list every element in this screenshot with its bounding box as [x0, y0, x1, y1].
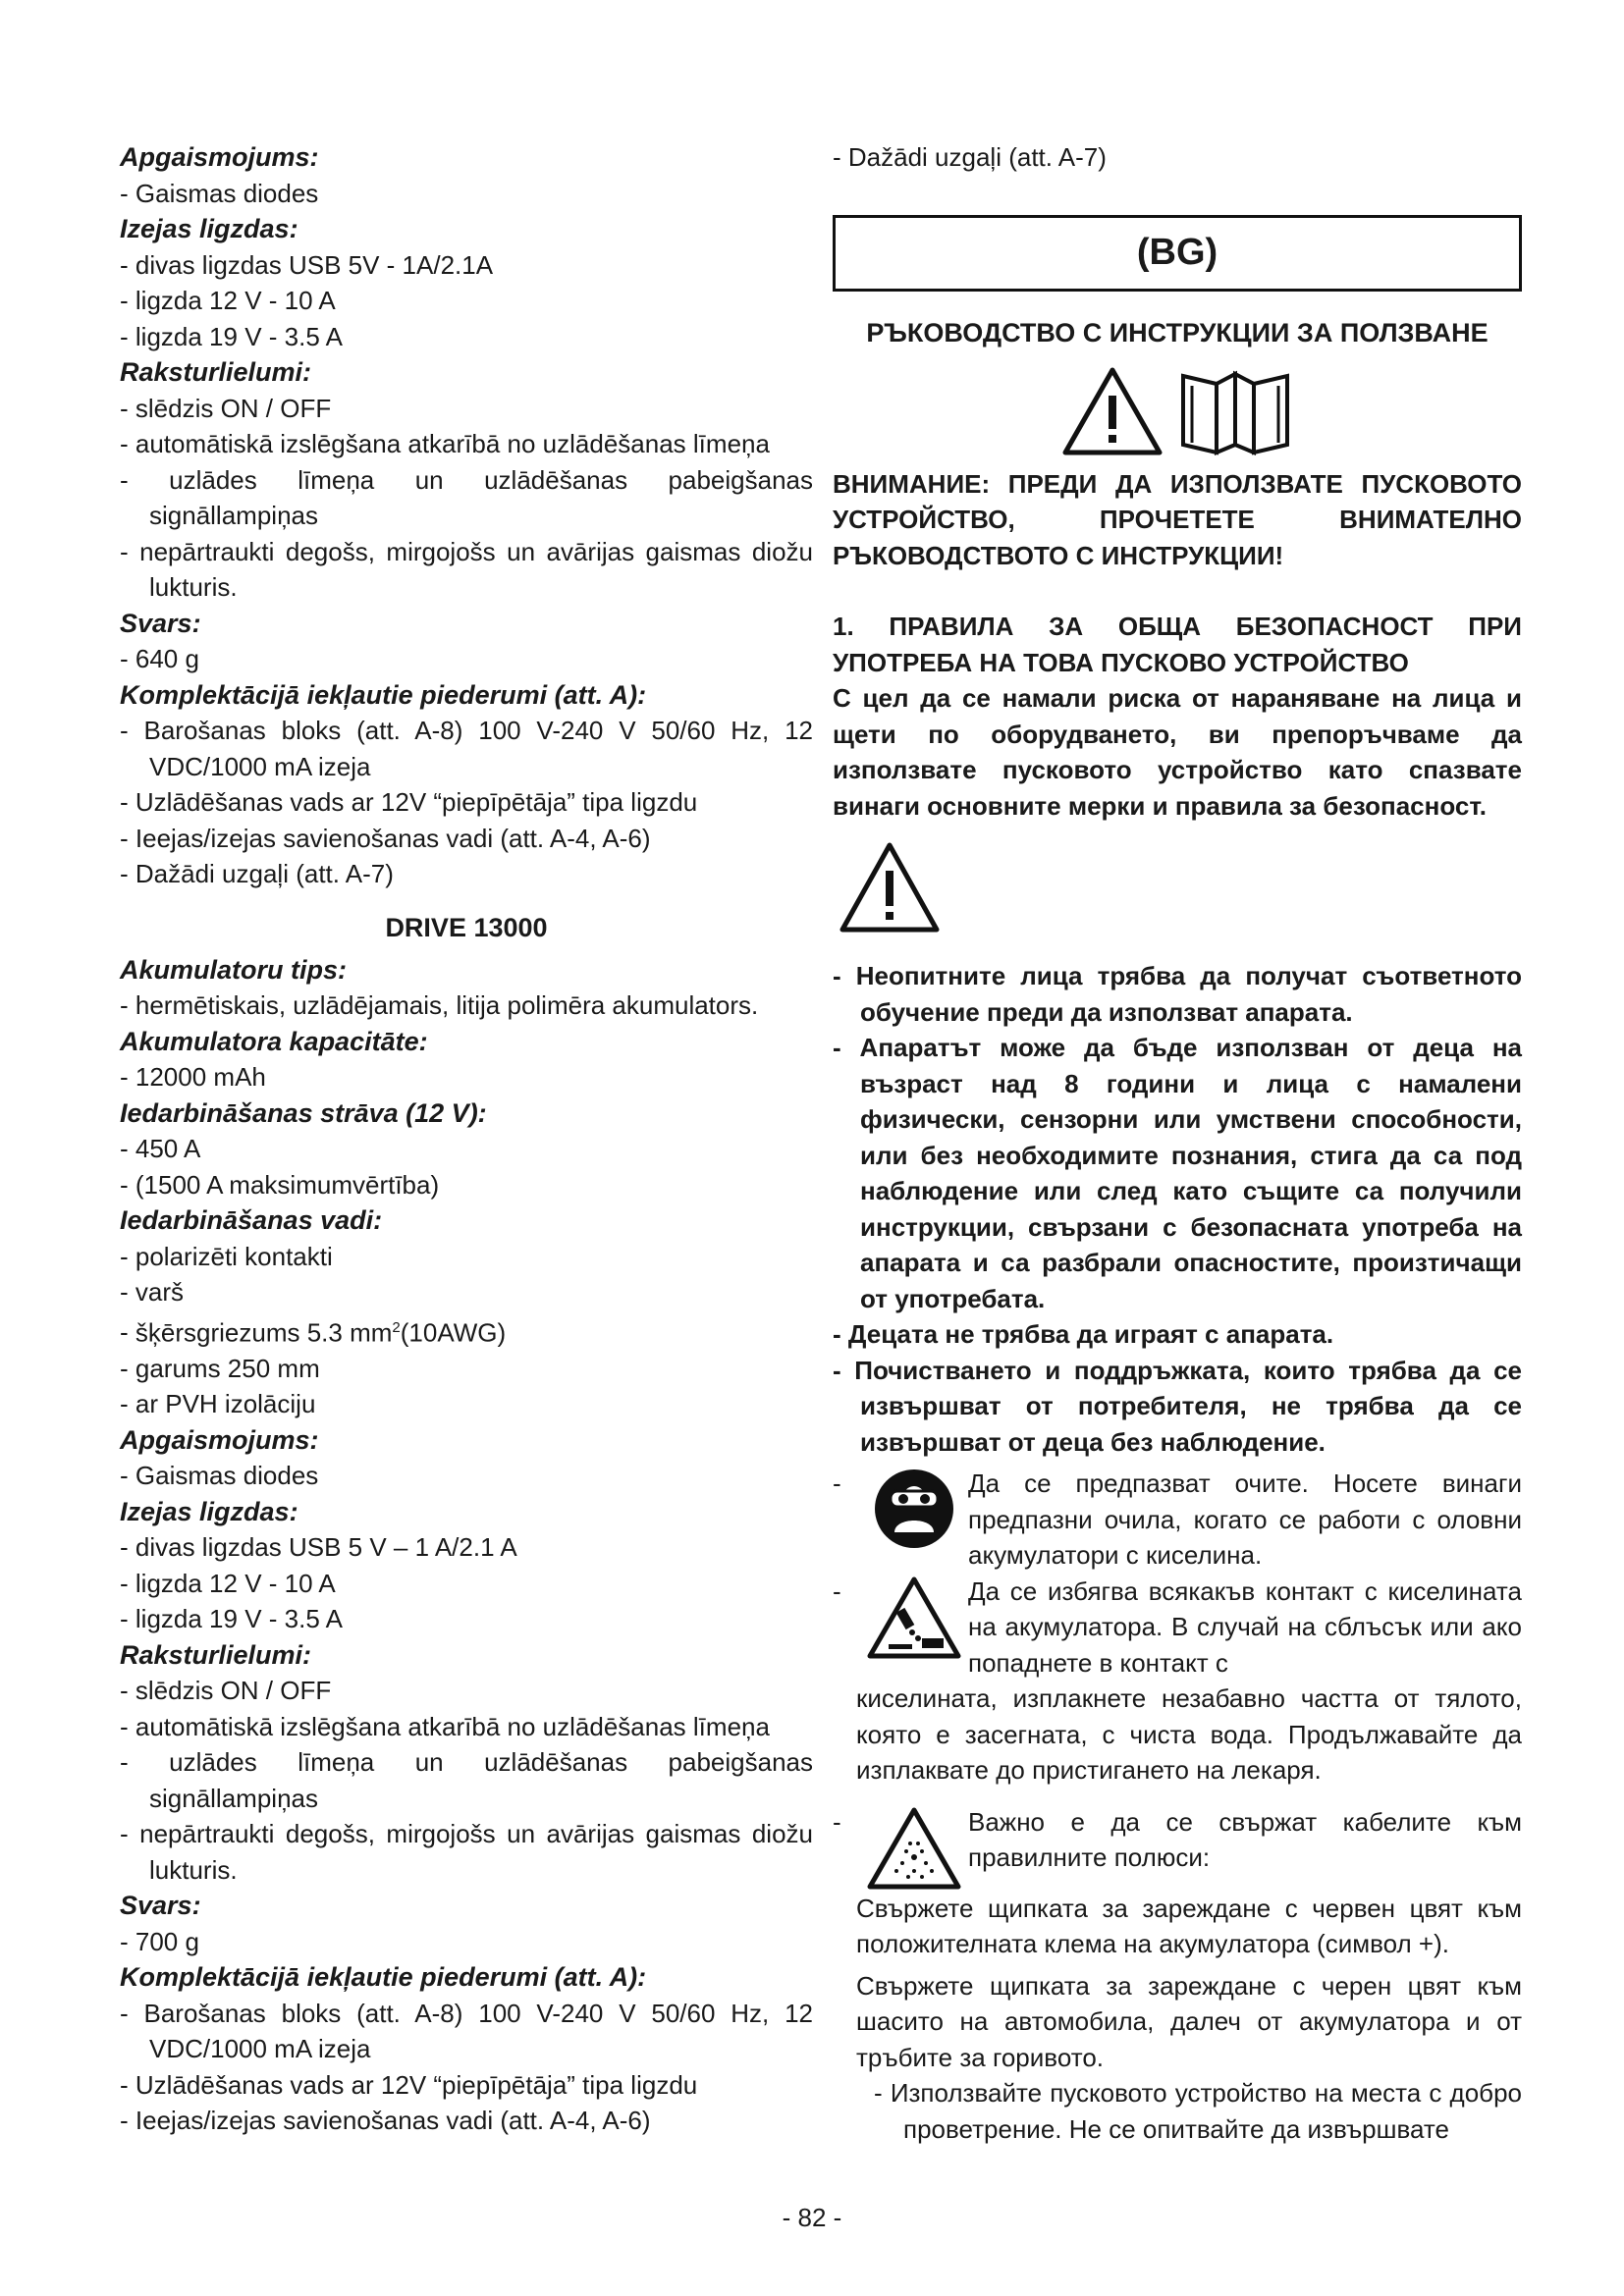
section-1-title: 1. ПРАВИЛА ЗА ОБЩА БЕЗОПАСНОСТ ПРИ УПОТРЕБА НА ТОВА ПУСКОВО УСТРОЙСТВО	[833, 612, 1522, 677]
list-item: - slēdzis ON / OFF	[120, 1673, 813, 1709]
list-item: - uzlādes līmeņa un uzlādēšanas pabeigšanas signāllampiņas	[120, 1744, 813, 1816]
corrosive-acid-icon	[867, 1575, 961, 1660]
safety-rule-item: - Неопитните лица трябва да получат съответното обучение преди да използват апарата.	[833, 958, 1522, 1030]
header-icons	[833, 366, 1522, 456]
explosion-spark-icon	[867, 1806, 961, 1891]
spec-heading: Apgaismojums:	[120, 1424, 319, 1455]
spec-heading: Komplektācijā iekļautie piederumi (att. A):	[120, 1962, 647, 1993]
list-item: - ligzda 12 V - 10 A	[120, 283, 813, 319]
list-item: - Ieejas/izejas savienošanas vadi (att. A-4, A-6)	[120, 2103, 813, 2139]
list-item: - Uzlādēšanas vads ar 12V “piepīpētāja” tipa ligzdu	[120, 784, 813, 821]
safety-rules-list	[833, 958, 1522, 1460]
wire-section-sup: 2	[392, 1318, 401, 1336]
black-clamp-text: Свържете щипката за зареждане с черен цвят към шасито на автомобила, далеч от акумулатора и от тръбите за горивото.	[856, 1970, 1522, 2072]
language-code: (BG)	[1136, 232, 1218, 273]
list-item: - ligzda 19 V - 3.5 A	[120, 1601, 813, 1637]
list-item: - uzlādes līmeņa un uzlādēšanas pabeigšanas signāllampiņas	[120, 462, 813, 534]
attention-notice: ВНИМАНИЕ: ПРЕДИ ДА ИЗПОЛЗВАТЕ ПУСКОВОТО УСТРОЙСТВО, ПРОЧЕТЕТЕ ВНИМАТЕЛНО РЪКОВОДСТВОТО С ИНСТРУКЦИИ!	[833, 468, 1522, 570]
spec-heading: Iedarbināšanas vadi:	[120, 1205, 383, 1235]
spec-heading: Akumulatora kapacitāte:	[120, 1026, 428, 1056]
manual-title: РЪКОВОДСТВО С ИНСТРУКЦИИ ЗА ПОЛЗВАНЕ	[866, 317, 1489, 347]
spec-heading: Apgaismojums:	[120, 142, 319, 172]
cable-text: Важно е да се свържат кабелите към правилните полюси:	[968, 1806, 1522, 1872]
spark-icon-wrap	[860, 1804, 968, 1891]
list-item: - 450 A	[120, 1131, 813, 1167]
ventilation-text: - Използвайте пусковото устройство на места с добро проветрение. Не се опитвайте да извършвате	[874, 2075, 1522, 2147]
spec-heading: Akumulatoru tips:	[120, 954, 348, 985]
list-item: - Uzlādēšanas vads ar 12V “piepīpētāja” tipa ligzdu	[120, 2067, 813, 2104]
left-column	[120, 139, 813, 2139]
safety-rule-item: - Апаратът може да бъде използван от деца на възраст над 8 години и лица с намалени физически, сензорни или умствени способности, или без необходимите познания, стига да са под наблюдение или след като същите са получили инструкции, свързани с безопасната употреба на апарата и са разбрали опасностите, произтичащи от употребата.	[833, 1030, 1522, 1316]
list-item: - 640 g	[120, 641, 813, 677]
language-box	[833, 215, 1522, 292]
red-clamp-text: Свържете щипката за зареждане с червен цвят към положителната клема на акумулатора (символ +).	[856, 1893, 1522, 1958]
list-item: - garums 250 mm	[120, 1351, 813, 1387]
wire-section-tail: (10AWG)	[400, 1317, 507, 1348]
acid-row	[833, 1574, 1522, 1682]
spec-heading: Svars:	[120, 608, 201, 638]
list-item: - Barošanas bloks (att. A-8) 100 V-240 V 50/60 Hz, 12 VDC/1000 mA izeja	[120, 713, 813, 784]
spec-heading: Iedarbināšanas strāva (12 V):	[120, 1097, 487, 1128]
safety-goggles-icon	[873, 1468, 955, 1550]
spec-heading: Izejas ligzdas:	[120, 214, 298, 243]
list-item: - divas ligzdas USB 5 V – 1 A/2.1 A	[120, 1529, 813, 1566]
list-item-wire-section	[120, 1310, 813, 1351]
wire-section-text: šķērsgriezums 5.3 mm	[135, 1317, 393, 1348]
list-item: - 700 g	[120, 1924, 813, 1960]
right-column	[833, 139, 1522, 2147]
list-item: - Ieejas/izejas savienošanas vadi (att. A-4, A-6)	[120, 821, 813, 857]
list-item: - Dažādi uzgaļi (att. A-7)	[120, 856, 813, 892]
list-item: - hermētiskais, uzlādējamais, litija polimēra akumulators.	[120, 988, 813, 1024]
section-title-drive-13000: DRIVE 13000	[385, 912, 548, 942]
cable-row	[833, 1804, 1522, 1891]
dash: -	[833, 1806, 841, 1837]
list-item: - ligzda 12 V - 10 A	[120, 1566, 813, 1602]
list-item: - ar PVH izolāciju	[120, 1386, 813, 1422]
specs-block-2a	[120, 952, 813, 1310]
goggles-row	[833, 1466, 1522, 1574]
warning-triangle-icon	[839, 841, 941, 934]
acid-text-continued: киселината, изплакнете незабавно частта от тялото, която е засегната, с чиста вода. Продължавайте да изплаквате до пристигането на лекаря.	[856, 1683, 1522, 1785]
dash: -	[833, 1575, 841, 1606]
safety-rule-item: - Почистването и поддръжката, които трябва да се извършват от потребителя, не трябва да се извършват от деца без наблюдение.	[833, 1353, 1522, 1461]
page-number: - 82 -	[782, 2203, 842, 2232]
dash: -	[833, 1468, 841, 1498]
spec-heading: Raksturlielumi:	[120, 1639, 312, 1670]
specs-block-1	[120, 139, 813, 892]
goggles-text: Да се предпазват очите. Носете винаги предпазни очила, когато се работи с оловни акумулатори с киселина.	[968, 1468, 1522, 1570]
safety-rule-item: - Децата не трябва да играят с апарата.	[833, 1316, 1522, 1353]
list-item: - automātiskā izslēgšana atkarībā no uzlādēšanas līmeņa	[120, 1709, 813, 1745]
warning-triangle-icon	[1061, 366, 1164, 456]
spec-heading: Izejas ligzdas:	[120, 1496, 298, 1526]
manual-book-icon	[1177, 366, 1293, 456]
spec-heading: Svars:	[120, 1891, 201, 1921]
list-item: - nepārtraukti degošs, mirgojošs un avārijas gaismas diožu lukturis.	[120, 534, 813, 606]
spec-heading: Komplektācijā iekļautie piederumi (att. A):	[120, 679, 647, 710]
list-item: - Gaismas diodes	[120, 176, 813, 212]
list-item: - varš	[120, 1274, 813, 1310]
list-item: - automātiskā izslēgšana atkarībā no uzlādēšanas līmeņa	[120, 426, 813, 462]
list-item: - Barošanas bloks (att. A-8) 100 V-240 V 50/60 Hz, 12 VDC/1000 mA izeja	[120, 1996, 813, 2067]
spec-heading: Raksturlielumi:	[120, 357, 312, 387]
safety-warning-icon-wrap	[839, 841, 1522, 938]
list-item: - ligzda 19 V - 3.5 A	[120, 319, 813, 355]
section-1-text: С цел да се намали риска от нараняване на лица и щети по оборудването, ви препоръчваме да използвате пусковото устройство като спазвате винаги основните мерки и правила за безопасност.	[833, 683, 1522, 821]
list-item: - Gaismas diodes	[120, 1458, 813, 1494]
list-item: - nepārtraukti degošs, mirgojošs un avārijas gaismas diožu lukturis.	[120, 1816, 813, 1888]
specs-block-2b	[120, 1351, 813, 2139]
list-item: - slēdzis ON / OFF	[120, 391, 813, 427]
list-item: - divas ligzdas USB 5V - 1A/2.1A	[120, 247, 813, 284]
list-item: - 12000 mAh	[120, 1059, 813, 1095]
goggles-icon-wrap	[860, 1466, 968, 1550]
list-item: - polarizēti kontakti	[120, 1239, 813, 1275]
acid-text: Да се избягва всякакъв контакт с киселината на акумулатора. В случай на сблъсък или ако попаднете в контакт с	[968, 1575, 1522, 1678]
acid-icon-wrap	[860, 1574, 968, 1660]
list-item: - (1500 A maksimumvērtība)	[120, 1167, 813, 1203]
list-item-various-tips: - Dažādi uzgaļi (att. A-7)	[833, 139, 1522, 176]
